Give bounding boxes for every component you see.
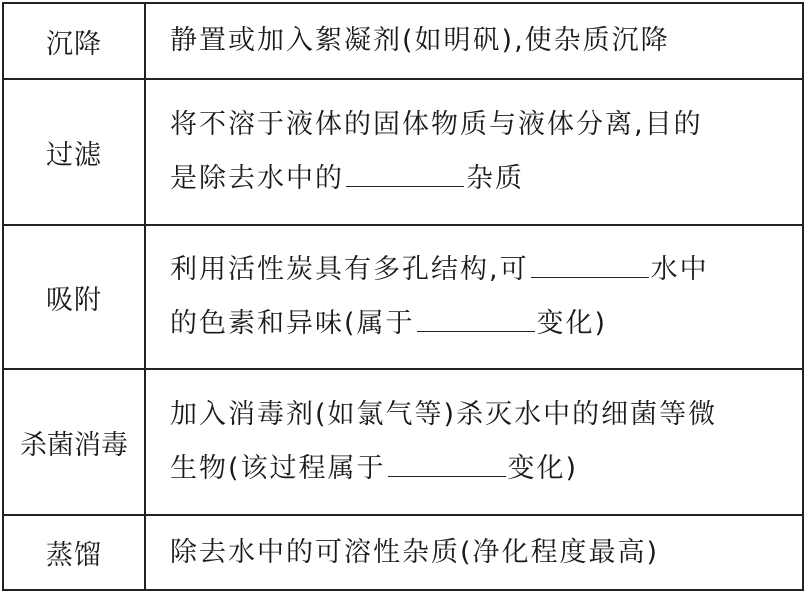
description-line [170, 526, 802, 580]
fill-in-blank[interactable] [346, 162, 464, 187]
fill-in-blank[interactable] [531, 253, 649, 278]
description-line [170, 98, 802, 152]
method-cell: 蒸馏 [4, 516, 146, 589]
description-text: 是除去水中的 [170, 163, 344, 194]
description-text: 除去水中的可溶性杂质(净化程度最高) [170, 536, 660, 568]
water-purification-table [2, 2, 804, 591]
description-text: 杂质 [466, 163, 524, 194]
description-cell [148, 80, 802, 224]
fill-in-blank[interactable] [417, 307, 535, 332]
method-cell: 吸附 [4, 226, 146, 368]
description-text: 变化) [536, 308, 608, 339]
description-text: 的色素和异味(属于 [170, 308, 415, 339]
description-cell [148, 226, 802, 368]
description-text: 水中 [650, 254, 709, 285]
description-line [170, 14, 802, 68]
fill-in-blank[interactable] [388, 452, 506, 477]
description-line [170, 388, 802, 442]
description-text: 变化) [507, 453, 579, 484]
description-line [170, 152, 802, 206]
method-cell: 杀菌消毒 [4, 370, 146, 514]
table-row [4, 4, 802, 80]
description-line [170, 243, 802, 297]
table-row [4, 370, 802, 516]
description-text: 加入消毒剂(如氯气等)杀灭水中的细菌等微 [170, 399, 718, 430]
description-line [170, 442, 802, 496]
description-text: 静置或加入絮凝剂(如明矾),使杂质沉降 [170, 25, 670, 56]
description-cell [148, 4, 802, 78]
description-line [170, 297, 802, 351]
description-text: 将不溶于液体的固体物质与液体分离,目的 [170, 109, 703, 140]
method-cell: 沉降 [4, 4, 146, 78]
table-row [4, 80, 802, 226]
description-text: 利用活性炭具有多孔结构,可 [170, 254, 529, 285]
method-cell: 过滤 [4, 80, 146, 224]
description-text: 生物(该过程属于 [170, 453, 386, 484]
table-row [4, 516, 802, 589]
description-cell [148, 370, 802, 514]
description-cell [148, 516, 802, 589]
table-row [4, 226, 802, 370]
